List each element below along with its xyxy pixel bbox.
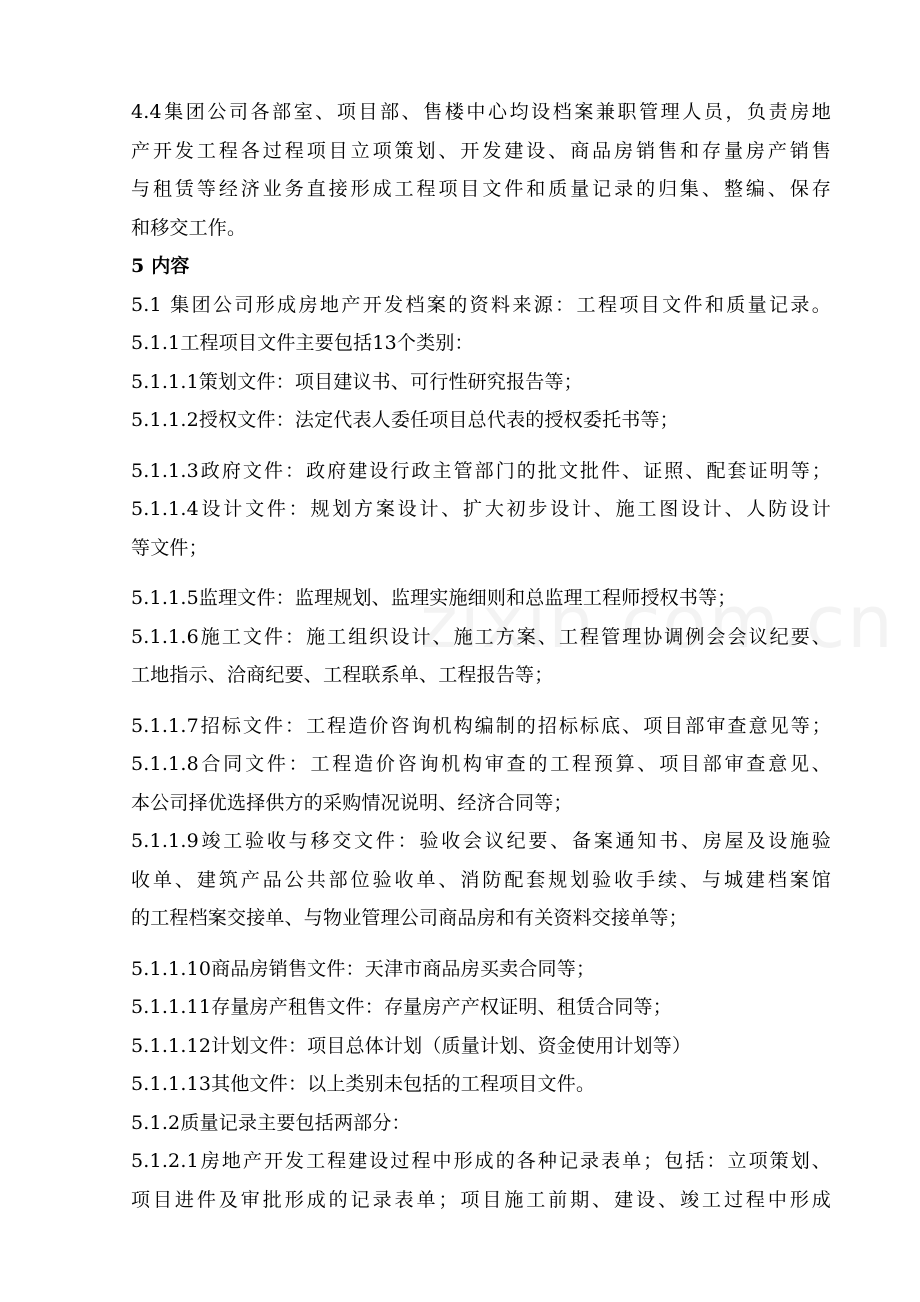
- document-page: [131, 93, 831, 1219]
- paragraph-line: 5.1.2质量记录主要包括两部分：: [131, 1111, 411, 1134]
- paragraph-line: 5.1.1.4设计文件：规划方案设计、扩大初步设计、施工图设计、人防设计: [131, 498, 831, 520]
- paragraph-line: 项目进件及审批形成的记录表单；项目施工前期、建设、竣工过程中形成: [131, 1188, 831, 1211]
- paragraph-line: 5.1.2.1房地产开发工程建设过程中形成的各种记录表单；包括：立项策划、: [131, 1150, 831, 1172]
- paragraph-line: 5.1.1.11存量房产租售文件：存量房产产权证明、租赁合同等；: [131, 996, 672, 1018]
- paragraph-line: 5.1.1.9竣工验收与移交文件：验收会议纪要、备案通知书、房屋及设施验: [131, 830, 831, 852]
- paragraph-line: 5.1.1.2授权文件：法定代表人委任项目总代表的授权委托书等；: [131, 409, 679, 431]
- paragraph-line: 5.1.1.6施工文件：施工组织设计、施工方案、工程管理协调例会会议纪要、: [131, 625, 831, 648]
- paragraph-line: 5.1.1.5监理文件：监理规划、监理实施细则和总监理工程师授权书等；: [131, 587, 737, 609]
- paragraph-line: 5.1.1.3政府文件：政府建设行政主管部门的批文批件、证照、配套证明等；: [131, 459, 831, 482]
- paragraph-line: 5.1.1.12计划文件：项目总体计划（质量计划、资金使用计划等）: [131, 1034, 692, 1057]
- paragraph-line: 5.1.1工程项目文件主要包括13个类别：: [131, 332, 474, 354]
- paragraph-line: 5.1.1.7招标文件：工程造价咨询机构编制的招标标底、项目部审查意见等；: [131, 714, 831, 737]
- paragraph-line: 与租赁等经济业务直接形成工程项目文件和质量记录的归集、整编、保存: [131, 178, 831, 200]
- paragraph-line: 4.4集团公司各部室、项目部、售楼中心均设档案兼职管理人员，负责房地: [131, 101, 831, 123]
- paragraph-line: 收单、建筑产品公共部位验收单、消防配套规划验收手续、与城建档案馆: [131, 868, 831, 891]
- paragraph-line: 5.1.1.10商品房销售文件：天津市商品房买卖合同等；: [131, 957, 596, 980]
- paragraph-line: 的工程档案交接单、与物业管理公司商品房和有关资料交接单等；: [131, 907, 688, 929]
- paragraph-line: 和移交工作。: [131, 216, 247, 239]
- paragraph-line: 5.1.1.13其他文件：以上类别未包括的工程项目文件。: [131, 1073, 596, 1095]
- paragraph-line: 5.1 集团公司形成房地产开发档案的资料来源：工程项目文件和质量记录。: [131, 293, 831, 316]
- paragraph-line: 产开发工程各过程项目立项策划、开发建设、商品房销售和存量房产销售: [131, 139, 831, 162]
- paragraph-line: 本公司择优选择供方的采购情况说明、经济合同等；: [131, 791, 573, 814]
- paragraph-line: 5.1.1.1策划文件：项目建议书、可行性研究报告等；: [131, 370, 583, 393]
- section-heading: 5 内容: [131, 255, 190, 277]
- paragraph-line: 等文件；: [131, 536, 208, 559]
- paragraph-line: 5.1.1.8合同文件：工程造价咨询机构审查的工程预算、项目部审查意见、: [131, 753, 831, 775]
- paragraph-line: 工地指示、洽商纪要、工程联系单、工程报告等；: [131, 664, 554, 686]
